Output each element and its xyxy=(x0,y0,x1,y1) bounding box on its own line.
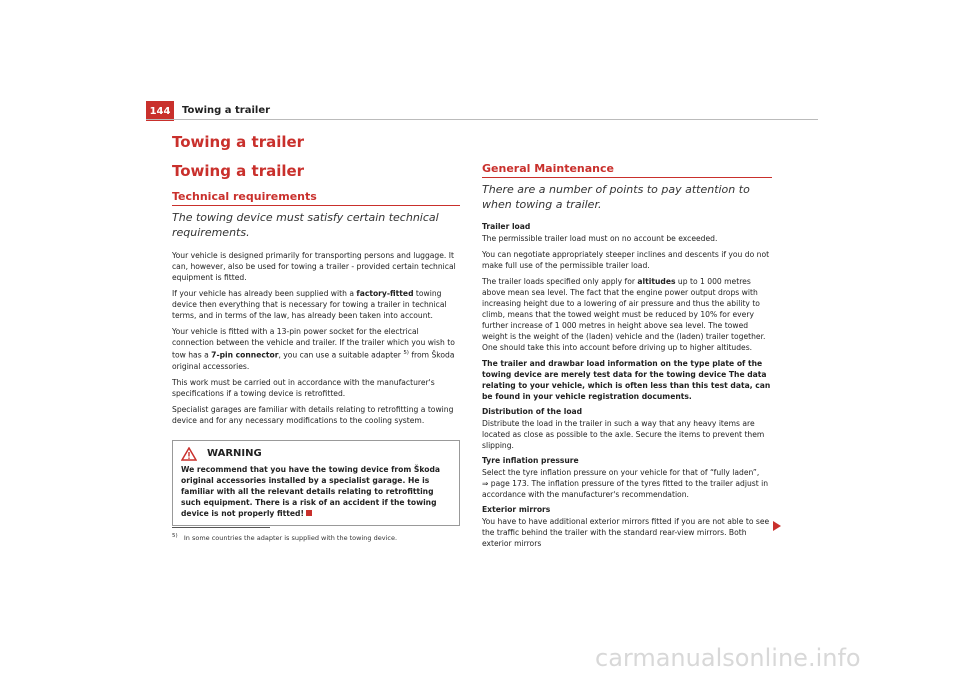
section-end-icon xyxy=(306,510,312,516)
subsection-title-maintenance: General Maintenance xyxy=(482,162,772,178)
paragraph-trailer-load-1: The permissible trailer load must on no account be exceeded. xyxy=(482,234,718,243)
continue-arrow-icon xyxy=(773,521,781,531)
warning-title: WARNING xyxy=(207,448,262,460)
left-column xyxy=(172,162,460,526)
paragraph-exterior-mirrors: You have to have additional exterior mirrors fitted if you are not able to see the traffic behind the trailer with the standard rear-view mirrors. Both exterior mirrors xyxy=(482,517,770,548)
watermark: carmanualsonline.info xyxy=(595,644,861,672)
heading-distribution: Distribution of the load xyxy=(482,407,583,416)
paragraph-specialist: Specialist garages are familiar with details relating to retrofitting a towing device and for any necessary modifications to the cooling system. xyxy=(172,404,454,425)
page-reference-link[interactable]: ⇒ page 173. The inflation pressure of the tyres fitted to the trailer adjust in accordance with the manufacturer's recommendation. xyxy=(482,479,769,499)
heading-exterior-mirrors: Exterior mirrors xyxy=(482,505,551,514)
lead-text-technical: The towing device must satisfy certain technical requirements. xyxy=(172,211,439,239)
right-column xyxy=(482,162,772,554)
footnote-rule xyxy=(172,527,270,528)
paragraph-distribution: Distribute the load in the trailer in such a way that any heavy items are located as close as possible to the axle. Secure the items to prevent them slipping. xyxy=(482,419,765,450)
paragraph-trailer-load-2: You can negotiate appropriately steeper inclines and descents if you do not make full use of the permissible trailer load. xyxy=(482,250,770,270)
paragraph-retrofit: This work must be carried out in accordance with the manufacturer's specifications if a towing device is retrofitted. xyxy=(172,377,435,398)
header-rule xyxy=(146,119,818,120)
paragraph-trailer-load-3: The trailer loads specified only apply for altitudes up to 1 000 metres above mean sea level. The fact that the engine power output drops with increasing height due to a lowering of air pressure and thus the ability to climb, means that the towed weight must be reduced by 10% for every further increase of 1 000 metres in height above sea level. The towed weight is the weight of the (laden) vehicle and the (laden) trailer together. One should take this into account before driving up to higher altitudes. xyxy=(482,277,766,352)
heading-trailer-load: Trailer load xyxy=(482,222,531,231)
heading-tyre-pressure: Tyre inflation pressure xyxy=(482,456,579,465)
paragraph-factory-fitted: If your vehicle has already been supplied with a factory-fitted towing device then everything that is necessary for towing a trailer in technical terms, and in terms of the law, has already been taken into account. xyxy=(172,289,447,320)
footnote: $^{5)}$ In some countries the adapter is supplied with the towing device. xyxy=(172,533,398,543)
paragraph-tyre-pressure: Select the tyre inflation pressure on your vehicle for that of “fully laden”, ⇒ page 173. The inflation pressure of the tyres fitted to the trailer adjust in accordance with the manufacturer's recommendation. xyxy=(482,468,769,499)
warning-triangle-icon xyxy=(181,447,197,461)
subsection-title-technical: Technical requirements xyxy=(172,190,460,206)
chapter-title: Towing a trailer xyxy=(172,133,305,151)
paragraph-power-socket: Your vehicle is fitted with a 13-pin power socket for the electrical connection between the vehicle and trailer. If the trailer which you wish to tow has a 7-pin connector, you can use a suitable adapter $^{5)}$ from Škoda original accessories. xyxy=(172,327,455,371)
paragraph-intro: Your vehicle is designed primarily for transporting persons and luggage. It can, however, also be used for towing a trailer - provided certain technical equipment is fitted. xyxy=(172,251,456,282)
page-number: 144 xyxy=(146,101,174,121)
section-title: Towing a trailer xyxy=(172,162,305,180)
running-title: Towing a trailer xyxy=(182,105,271,116)
lead-text-maintenance: There are a number of points to pay attention to when towing a trailer. xyxy=(482,183,750,211)
warning-box xyxy=(172,440,460,526)
paragraph-type-plate: The trailer and drawbar load information on the type plate of the towing device are merely test data for the towing device The data relating to your vehicle, which is often less than this test data, can be found in your vehicle registration documents. xyxy=(482,359,771,401)
warning-text: We recommend that you have the towing device from Škoda original accessories installed by a specialist garage. He is familiar with all the relevant details relating to retrofitting such equipment. There is a risk of an accident if the towing device is not properly fitted! xyxy=(181,464,441,518)
